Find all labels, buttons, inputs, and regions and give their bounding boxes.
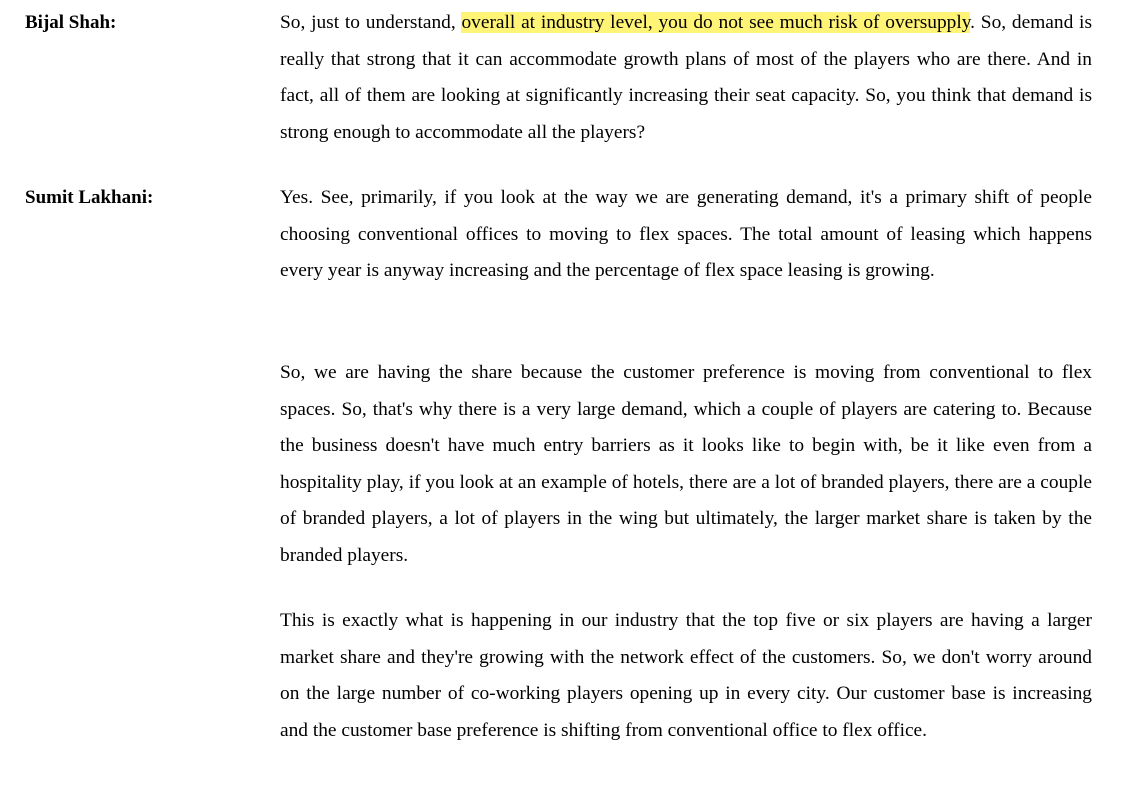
transcript-paragraph-answer-3: This is exactly what is happening in our industry that the top five or six players are having a larger market share and they're growing with the network effect of the customers. So, we don't worry around on the large number of co-working players opening up in every city. Our customer base is increasing and the customer base preference is shifting from conventional office to flex office. bbox=[280, 610, 1092, 741]
speaker-name-bijal-shah: Bijal Shah: bbox=[25, 12, 117, 33]
transcript-paragraph-bijal-question bbox=[280, 5, 1092, 151]
transcript-paragraph-answer-2: So, we are having the share because the customer preference is moving from conventional to flex spaces. So, that's why there is a very large demand, which a couple of players are catering to. Because the business doesn't have much entry barriers as it looks like to begin with, be it like even from a hospitality play, if you look at an example of hotels, there are a lot of branded players, there are a couple of branded players, a lot of players in the wing but ultimately, the larger market share is taken by the branded players. bbox=[280, 362, 1092, 566]
speaker-name-sumit-lakhani: Sumit Lakhani: bbox=[25, 187, 154, 208]
transcript-paragraph-answer-1: Yes. See, primarily, if you look at the way we are generating demand, it's a primary shift of people choosing conventional offices to moving to flex spaces. The total amount of leasing which happens every year is anyway increasing and the percentage of flex space leasing is growing. bbox=[280, 187, 1092, 282]
question-text-start: So, just to understand, bbox=[280, 12, 462, 33]
question-text-rest: . So, demand is really that strong that it can accommodate growth plans of most of the players who are there. And in fact, all of them are looking at significantly increasing their seat capacity. So, you think that demand is strong enough to accommodate all the players? bbox=[280, 12, 1092, 143]
highlighted-text: overall at industry level, you do not see much risk of oversupply bbox=[461, 12, 971, 33]
